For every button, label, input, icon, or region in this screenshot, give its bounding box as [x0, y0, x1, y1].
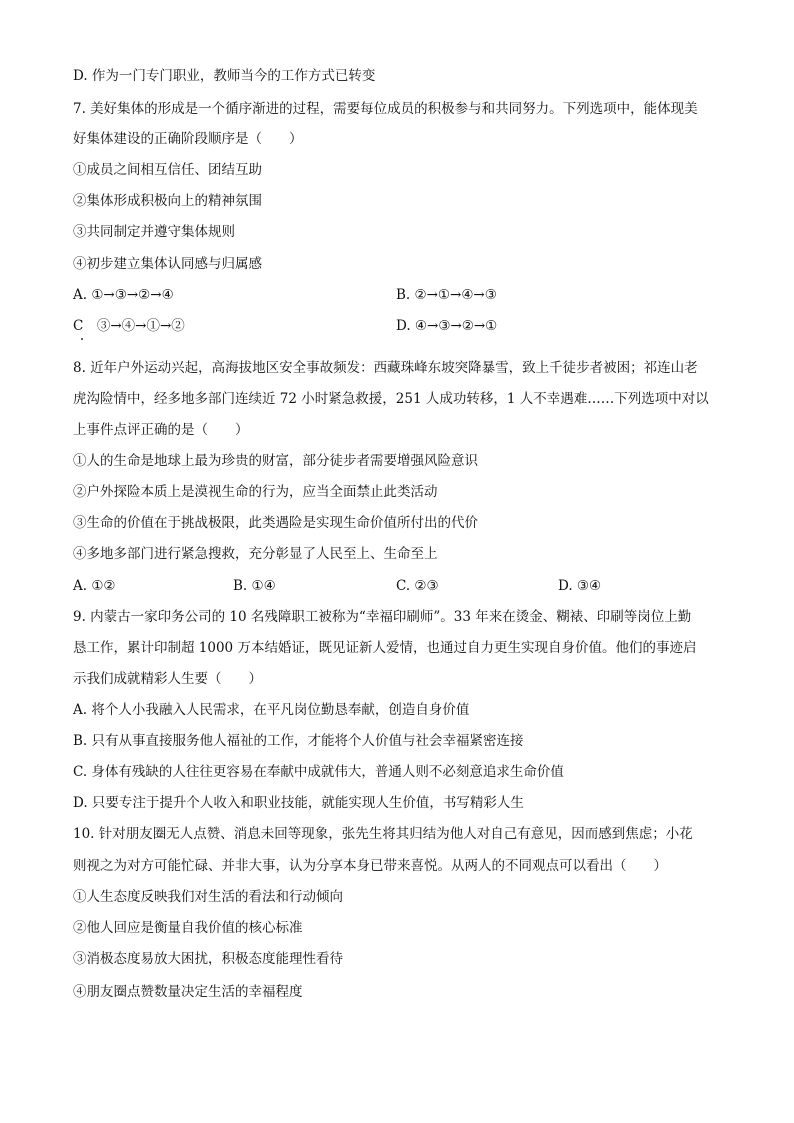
stray-dot-mark — [81, 338, 83, 340]
q9-option-d: D. 只要专注于提升个人收入和职业技能，就能实现人生价值，书写精彩人生 — [73, 795, 524, 811]
q7-item-1: ①成员之间相互信任、团结互助 — [73, 162, 262, 178]
q8-option-a: A. ①② — [73, 578, 116, 594]
q8-item-3: ③生命的价值在于挑战极限，此类遇险是实现生命价值所付出的代价 — [73, 515, 478, 531]
q8-stem-line-2: 虎沟险情中，经多地多部门连续近 72 小时紧急救援，251 人成功转移，1 人不幸遇难……下列选项中对以 — [73, 391, 709, 407]
q9-option-c: C. 身体有残缺的人往往更容易在奉献中成就伟大，普通人则不必刻意追求生命价值 — [73, 764, 564, 780]
q8-option-c: C. ②③ — [396, 578, 439, 594]
q10-item-3: ③消极态度易放大困扰，积极态度能理性看待 — [73, 951, 343, 967]
q7-item-3: ③共同制定并遵守集体规则 — [73, 224, 235, 240]
q7-item-4: ④初步建立集体认同感与归属感 — [73, 256, 262, 272]
q7-stem-line-1: 7. 美好集体的形成是一个循序渐进的过程，需要每位成员的积极参与和共同努力。下列选项中，能体现美 — [73, 101, 698, 117]
q9-option-b: B. 只有从事直接服务他人福祉的工作，才能将个人价值与社会幸福紧密连接 — [73, 733, 524, 749]
q9-stem-line-2: 恳工作，累计印制超 1000 万本结婚证，既见证新人爱情，也通过自力更生实现自身价值。他们的事迹启 — [73, 640, 697, 656]
q8-option-b: B. ①④ — [233, 578, 276, 594]
q9-stem-line-1: 9. 内蒙古一家印务公司的 10 名残障职工被称为“幸福印刷师”。33 年来在烫金、糊裱、印刷等岗位上勤 — [73, 609, 692, 625]
q10-stem-line-1: 10. 针对朋友圈无人点赞、消息未回等现象，张先生将其归结为他人对自己有意见，因而感到焦虑；小花 — [73, 826, 693, 842]
q6-option-d: D. 作为一门专门职业，教师当今的工作方式已转变 — [73, 68, 376, 84]
q8-stem-line-3: 上事件点评正确的是（ ） — [73, 422, 249, 438]
q8-option-d: D. ③④ — [558, 578, 602, 594]
q10-stem-line-2: 则视之为对方可能忙碌、并非大事，认为分享本身已带来喜悦。从两人的不同观点可以看出（ ） — [73, 858, 667, 874]
q9-option-a: A. 将个人小我融入人民需求，在平凡岗位勤恳奉献，创造自身价值 — [73, 702, 470, 718]
q7-item-2: ②集体形成积极向上的精神氛围 — [73, 193, 262, 209]
q8-item-4: ④多地多部门进行紧急搜救，充分彰显了人民至上、生命至上 — [73, 546, 438, 562]
q9-stem-line-3: 示我们成就精彩人生要（ ） — [73, 671, 262, 687]
q8-item-1: ①人的生命是地球上最为珍贵的财富，部分徒步者需要增强风险意识 — [73, 453, 478, 469]
q8-stem-line-1: 8. 近年户外运动兴起，高海拔地区安全事故频发：西藏珠峰东坡突降暴雪，致上千徒步者被困；祁连山老 — [73, 360, 698, 376]
q7-option-d: D. ④→③→②→① — [396, 318, 498, 334]
q10-item-1: ①人生态度反映我们对生活的看法和行动倾向 — [73, 889, 343, 905]
q10-item-2: ②他人回应是衡量自我价值的核心标准 — [73, 920, 303, 936]
q7-option-a: A. ①→③→②→④ — [73, 287, 174, 303]
q7-option-b: B. ②→①→④→③ — [396, 287, 497, 303]
q7-option-c: C ③→④→①→② — [73, 318, 185, 334]
q8-item-2: ②户外探险本质上是漠视生命的行为，应当全面禁止此类活动 — [73, 484, 438, 500]
q7-stem-line-2: 好集体建设的正确阶段顺序是（ ） — [73, 131, 303, 147]
q10-item-4: ④朋友圈点赞数量决定生活的幸福程度 — [73, 984, 303, 1000]
